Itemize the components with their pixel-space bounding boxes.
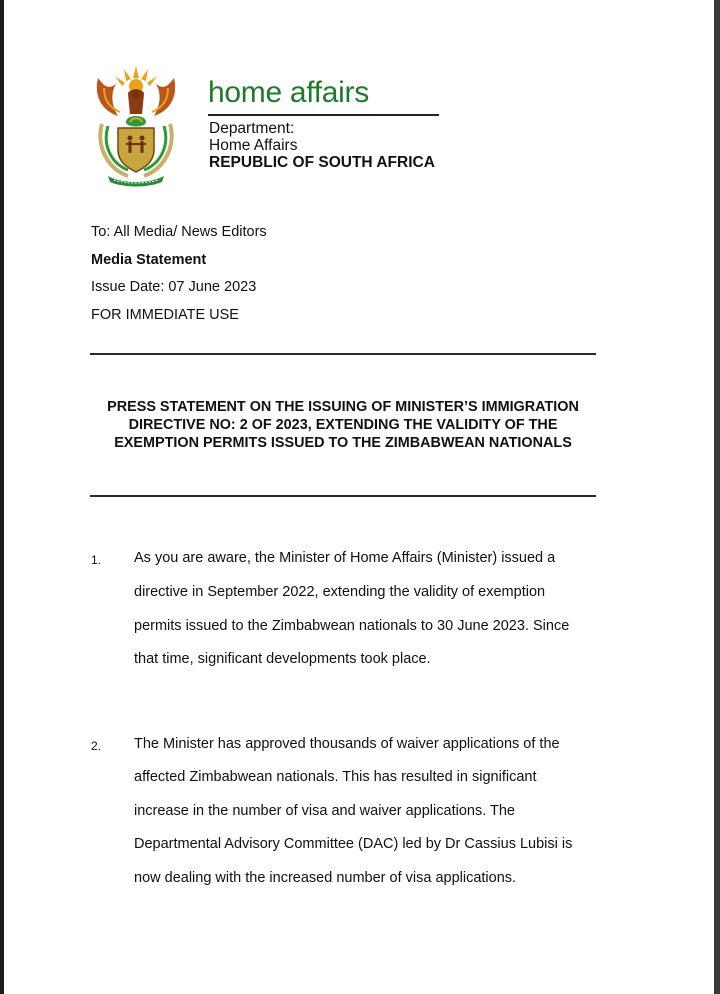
title-line: EXEMPTION PERMITS ISSUED TO THE ZIMBABWEAN NATIONALS	[114, 435, 572, 451]
coat-of-arms-icon	[88, 64, 184, 188]
paragraph-number: 1.	[91, 553, 102, 567]
department-block	[209, 120, 435, 171]
brand-underline	[208, 114, 439, 116]
paragraph-line: increase in the number of visa and waiver applications. The	[134, 803, 515, 819]
paragraph-line: The Minister has approved thousands of waiver applications of the	[134, 736, 560, 752]
title-line: DIRECTIVE NO: 2 OF 2023, EXTENDING THE VALIDITY OF THE	[128, 417, 558, 433]
document-page	[4, 0, 714, 994]
country-name: REPUBLIC OF SOUTH AFRICA	[209, 154, 435, 171]
title-line: PRESS STATEMENT ON THE ISSUING OF MINISTER’S IMMIGRATION	[107, 399, 579, 415]
paragraph-line: permits issued to the Zimbabwean nationals to 30 June 2023. Since	[134, 618, 570, 634]
recipients-line: To: All Media/ News Editors	[91, 224, 267, 240]
top-divider	[90, 353, 596, 355]
bottom-divider	[90, 495, 596, 497]
paragraph-line: directive in September 2022, extending the validity of exemption	[134, 584, 546, 600]
paragraph-line: Departmental Advisory Committee (DAC) led by Dr Cassius Lubisi is	[134, 836, 573, 852]
paragraph-line: that time, significant developments took place.	[134, 651, 431, 667]
paragraph-line: now dealing with the increased number of visa applications.	[134, 870, 517, 886]
page-edge	[714, 0, 720, 994]
paragraph-number: 2.	[91, 739, 102, 753]
press-statement-title	[90, 398, 596, 452]
department-label: Department:	[209, 120, 295, 137]
issue-date: Issue Date: 07 June 2023	[91, 279, 257, 295]
paragraph-line: As you are aware, the Minister of Home Affairs (Minister) issued a	[134, 550, 556, 566]
usage-note: FOR IMMEDIATE USE	[91, 307, 239, 323]
department-name: Home Affairs	[209, 137, 298, 154]
paragraph-line: affected Zimbabwean nationals. This has resulted in significant	[134, 769, 537, 785]
brand-name: home affairs	[208, 76, 369, 109]
statement-type: Media Statement	[91, 252, 207, 268]
